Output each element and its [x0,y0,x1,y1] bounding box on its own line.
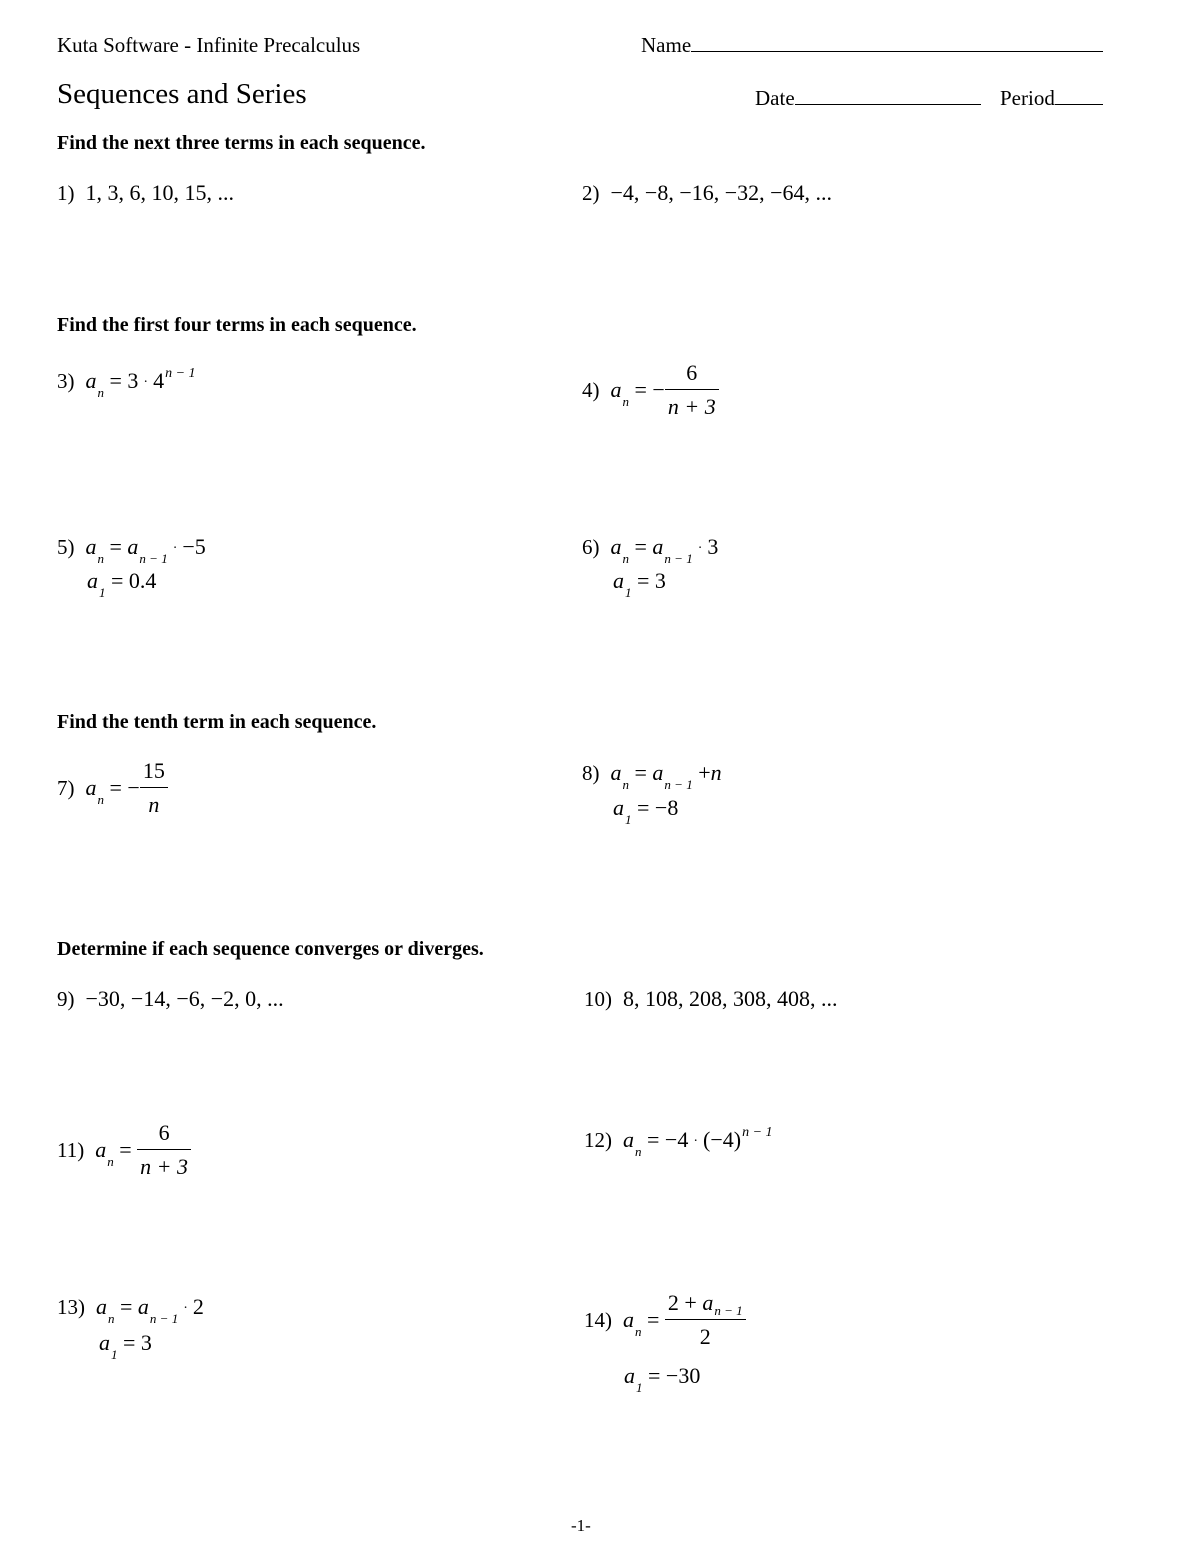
term-symbol: a [85,775,97,801]
term-subscript: n [622,777,629,792]
base: (−4) [703,1127,742,1152]
problem-6 [582,534,719,566]
sequence-terms: −30, −14, −6, −2, 0, ... [85,986,284,1011]
term-symbol: a [96,1294,107,1319]
initial-value: 3 [654,568,666,593]
previous-term-subscript: n − 1 [139,551,168,566]
equals-sign: = [637,568,650,593]
problem-8-initial [613,795,679,827]
term-subscript: n [622,551,629,566]
problem-14-initial [624,1363,701,1395]
problem-11 [57,1122,191,1182]
problem-number: 5) [57,535,75,559]
term-symbol: a [610,377,622,403]
equals-sign: = [109,775,122,801]
fraction [140,758,168,818]
plus-sign: + [698,760,711,785]
equals-sign: = [637,795,650,820]
fraction-numerator [665,1290,746,1320]
multiply-dot: · [693,1134,699,1149]
term-symbol: a [95,1137,107,1163]
exponent: n − 1 [742,1125,773,1140]
term-symbol: a [610,760,622,785]
equals-sign: = [109,368,122,393]
sequence-terms: 8, 108, 208, 308, 408, ... [623,986,838,1011]
term-symbol: a [85,368,97,393]
addend: n [710,760,722,785]
fraction-denominator: n + 3 [140,1154,188,1179]
problem-1 [57,180,234,206]
equals-sign: = [634,377,647,403]
initial-subscript: 1 [625,812,632,827]
previous-term-symbol: a [652,760,664,785]
base: 4 [153,368,165,393]
initial-value: 3 [140,1330,152,1355]
exponent: n − 1 [165,366,196,381]
fraction-denominator: n + 3 [667,394,716,419]
page-number: -1- [571,1516,591,1535]
multiply-dot: · [143,375,149,390]
term-subscript: n [97,551,104,566]
fraction-numerator: 15 [140,758,168,788]
problem-5-initial [87,568,157,600]
multiply-dot: · [183,1301,188,1316]
multiply-dot: · [172,541,178,556]
factor: 3 [707,534,719,559]
problem-12 [584,1125,773,1159]
term-symbol: a [624,1363,635,1388]
period-field[interactable] [1000,86,1103,111]
coefficient: −4 [664,1127,689,1152]
negative-sign: − [652,377,665,403]
previous-term-subscript: n − 1 [149,1311,179,1326]
equals-sign: = [647,1307,660,1333]
term-subscript: n [107,1154,114,1170]
initial-subscript: 1 [99,585,106,600]
previous-term-symbol: a [127,534,139,559]
equals-sign: = [111,568,124,593]
fraction-denominator: n [148,792,160,817]
worksheet-title: Sequences and Series [57,78,307,110]
equals-sign: = [123,1330,136,1355]
section-instruction: Determine if each sequence converges or diverges. [57,938,484,960]
problem-2 [582,180,832,206]
problem-8 [582,760,722,792]
initial-value: −8 [654,795,679,820]
term-symbol: a [87,568,98,593]
term-subscript: n [635,1324,642,1340]
problem-9 [57,986,284,1012]
section-instruction: Find the first four terms in each sequence. [57,314,417,336]
problem-number: 2) [582,181,600,205]
previous-term-symbol: a [702,1290,714,1315]
fraction-denominator: 2 [699,1324,711,1349]
problem-3 [57,366,196,400]
term-symbol: a [613,568,624,593]
problem-number: 11) [57,1138,85,1163]
equals-sign: = [120,1294,133,1319]
term-symbol: a [85,534,97,559]
term-symbol: a [613,795,624,820]
equals-sign: = [109,534,122,559]
negative-sign: − [127,775,140,801]
problem-number: 13) [57,1295,85,1319]
previous-term-subscript: n − 1 [664,551,693,566]
problem-10 [584,986,838,1012]
equals-sign: = [647,1127,660,1152]
term-symbol: a [623,1127,634,1152]
problem-4 [582,362,719,422]
factor: −5 [182,534,206,559]
problem-7 [57,760,168,820]
multiply-dot: · [697,541,703,556]
problem-13 [57,1294,204,1326]
sequence-terms: 1, 3, 6, 10, 15, ... [85,180,234,205]
problem-number: 3) [57,369,75,393]
problem-number: 8) [582,761,600,785]
term-subscript: n [622,394,629,410]
factor: 2 [192,1294,204,1319]
previous-term-symbol: a [652,534,664,559]
initial-subscript: 1 [111,1347,118,1362]
term-subscript: n [97,792,104,808]
date-label: Date [755,86,795,110]
section-instruction: Find the tenth term in each sequence. [57,711,377,733]
date-blank-line [795,103,981,105]
name-blank-line [691,50,1103,52]
name-label: Name [641,33,692,57]
equals-sign: = [634,534,647,559]
problem-number: 9) [57,987,75,1011]
problem-number: 1) [57,181,75,205]
term-symbol: a [99,1330,110,1355]
term-symbol: a [610,534,622,559]
previous-term-subscript: n − 1 [664,777,693,792]
problem-number: 4) [582,378,600,403]
previous-term-subscript: n − 1 [714,1303,743,1318]
problem-number: 7) [57,776,75,801]
problem-14 [584,1292,746,1352]
problem-6-initial [613,568,666,600]
equals-sign: = [119,1137,132,1163]
name-field[interactable] [641,33,1103,58]
period-blank-line [1055,103,1103,105]
fraction-numerator: 6 [137,1120,191,1150]
equals-sign: = [648,1363,661,1388]
fraction-numerator: 6 [665,360,719,390]
term-symbol: a [623,1307,634,1333]
period-label: Period [1000,86,1055,110]
initial-subscript: 1 [636,1380,643,1395]
previous-term-symbol: a [137,1294,149,1319]
problem-number: 6) [582,535,600,559]
section-instruction: Find the next three terms in each sequence. [57,132,426,154]
problem-number: 14) [584,1308,612,1333]
problem-13-initial [99,1330,152,1362]
software-title: Kuta Software - Infinite Precalculus [57,33,361,57]
fraction [665,360,719,420]
initial-value: −30 [665,1363,701,1388]
problem-5 [57,534,206,566]
problem-number: 10) [584,987,612,1011]
problem-number: 12) [584,1128,612,1152]
fraction [137,1120,191,1180]
sequence-terms: −4, −8, −16, −32, −64, ... [610,180,833,205]
fraction [665,1290,746,1350]
term-subscript: n [108,1311,115,1326]
initial-subscript: 1 [625,585,632,600]
term-subscript: n [97,385,104,400]
coefficient: 3 [127,368,139,393]
term-subscript: n [635,1144,642,1159]
initial-value: 0.4 [128,568,157,593]
equals-sign: = [634,760,647,785]
numerator-constant: 2 + [667,1290,697,1315]
date-field[interactable] [755,86,981,111]
